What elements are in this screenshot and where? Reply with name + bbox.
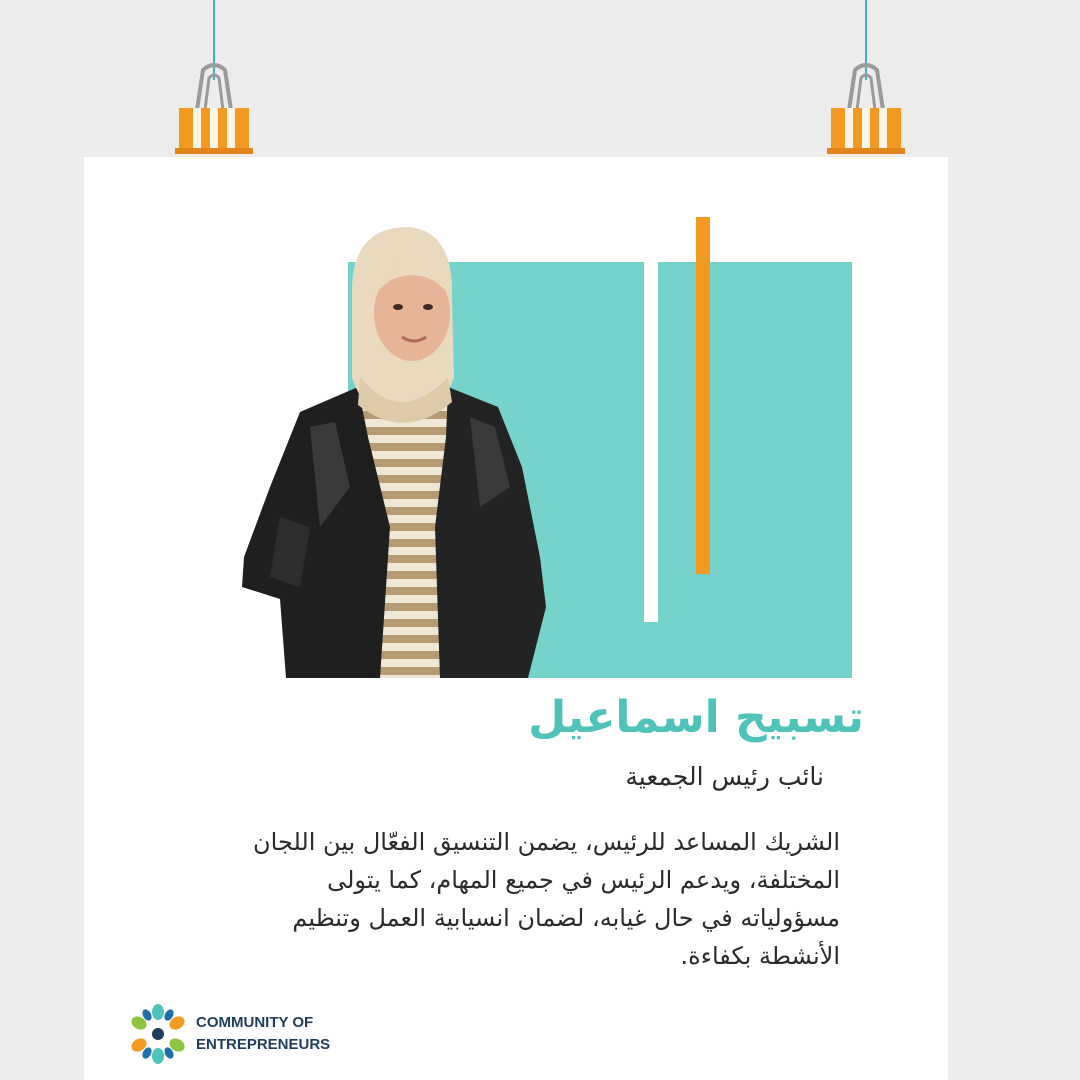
portrait-photo (240, 227, 550, 678)
community-logo-text (196, 1012, 330, 1056)
community-logo-icon (126, 1002, 190, 1066)
person-name: تسبيح اسماعيل (528, 692, 864, 743)
white-accent-bar (644, 262, 658, 622)
profile-card (84, 157, 948, 1080)
logo-line-2: ENTREPRENEURS (196, 1036, 331, 1053)
logo-line-1: COMMUNITY OF (196, 1014, 314, 1031)
person-bio: الشريك المساعد للرئيس، يضمن التنسيق الفعّال بين اللجان المختلفة، ويدعم الرئيس في جميع المهام، كما يتولى مسؤولياته في حال غيابه، لضمان انسيابية العمل وتنظيم الأنشطة بكفاءة. (253, 828, 840, 970)
person-role: نائب رئيس الجمعية (625, 762, 824, 791)
binder-clip-left-icon (175, 60, 253, 156)
orange-accent-bar (696, 217, 710, 574)
binder-clip-right-icon (827, 60, 905, 156)
community-logo (126, 1002, 330, 1066)
